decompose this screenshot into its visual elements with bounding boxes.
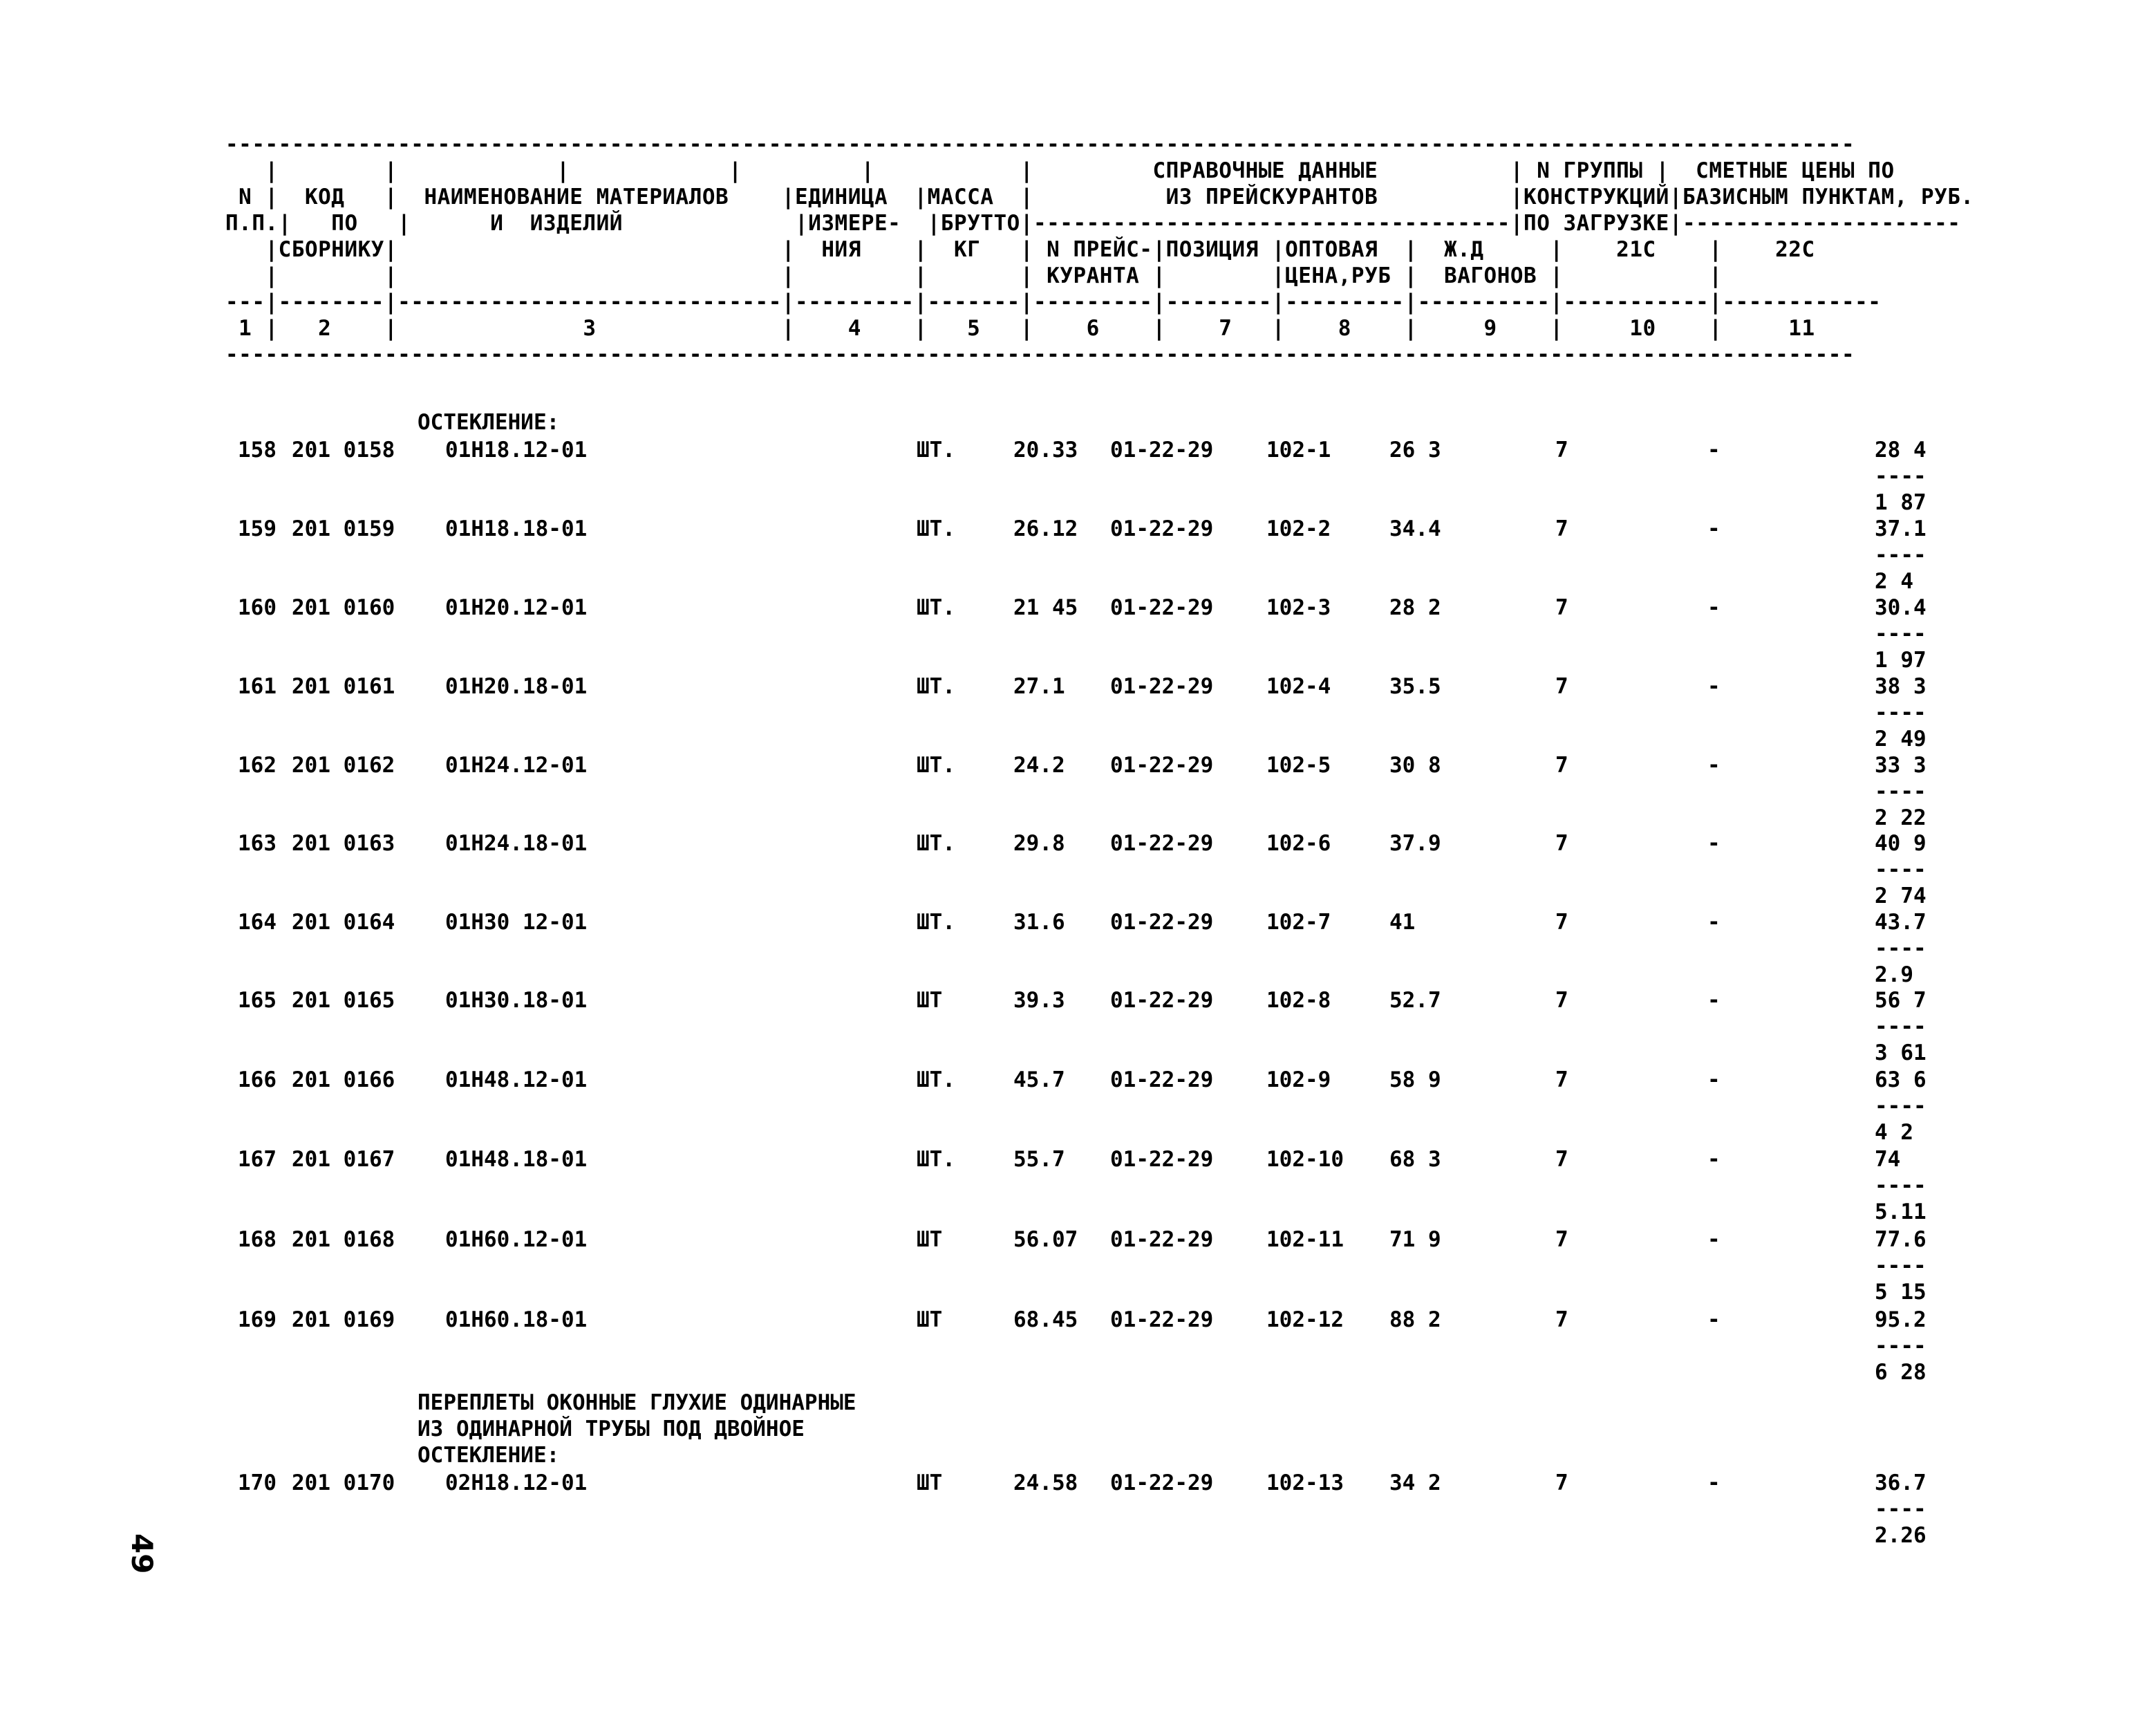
price-22c: 40 9 bbox=[1875, 831, 1927, 856]
gross-mass: 45.7 bbox=[1013, 1067, 1065, 1092]
load-group: 7 bbox=[1555, 1227, 1568, 1252]
wholesale-price: 88 2 bbox=[1389, 1307, 1441, 1332]
price-21c: - bbox=[1707, 595, 1721, 620]
section-heading-line: ПЕРЕПЛЕТЫ ОКОННЫЕ ГЛУХИЕ ОДИНАРНЫЕ bbox=[418, 1390, 856, 1415]
item-name: 01Н24.12-01 bbox=[445, 753, 588, 778]
collection-code: 201 0167 bbox=[292, 1147, 395, 1172]
price-21c: - bbox=[1707, 1227, 1721, 1252]
fraction-divider: ---- bbox=[1875, 622, 1927, 646]
price-22c: 38 3 bbox=[1875, 674, 1927, 699]
load-group: 7 bbox=[1555, 1147, 1568, 1172]
price-22c-denominator: 3 61 bbox=[1875, 1040, 1927, 1065]
price-22c-denominator: 5 15 bbox=[1875, 1280, 1927, 1305]
item-name: 01Н30 12-01 bbox=[445, 910, 588, 935]
price-21c: - bbox=[1707, 1067, 1721, 1092]
section-heading: ОСТЕКЛЕНИЕ: bbox=[418, 410, 560, 435]
collection-code: 201 0166 bbox=[292, 1067, 395, 1092]
price-21c: - bbox=[1707, 910, 1721, 935]
fraction-divider: ---- bbox=[1875, 779, 1927, 804]
row-number: 170 bbox=[238, 1470, 276, 1495]
price-22c-denominator: 2 4 bbox=[1875, 569, 1913, 594]
pricelist-number: 01-22-29 bbox=[1110, 1227, 1214, 1252]
pricelist-number: 01-22-29 bbox=[1110, 674, 1214, 699]
pricelist-position: 102-9 bbox=[1266, 1067, 1331, 1092]
item-name: 01Н30.18-01 bbox=[445, 988, 588, 1013]
pricelist-number: 01-22-29 bbox=[1110, 1147, 1214, 1172]
unit-of-measure: ШТ bbox=[917, 1470, 943, 1495]
collection-code: 201 0163 bbox=[292, 831, 395, 856]
unit-of-measure: ШТ. bbox=[917, 595, 955, 620]
price-21c: - bbox=[1707, 1147, 1721, 1172]
gross-mass: 24.58 bbox=[1013, 1470, 1078, 1495]
fraction-divider: ---- bbox=[1875, 857, 1927, 882]
unit-of-measure: ШТ bbox=[917, 1307, 943, 1332]
price-21c: - bbox=[1707, 674, 1721, 699]
item-name: 01Н18.18-01 bbox=[445, 516, 588, 541]
load-group: 7 bbox=[1555, 831, 1568, 856]
collection-code: 201 0162 bbox=[292, 753, 395, 778]
price-22c: 77.6 bbox=[1875, 1227, 1927, 1252]
price-22c: 56 7 bbox=[1875, 988, 1927, 1013]
price-22c: 30.4 bbox=[1875, 595, 1927, 620]
pricelist-position: 102-3 bbox=[1266, 595, 1331, 620]
pricelist-position: 102-13 bbox=[1266, 1470, 1344, 1495]
price-22c: 37.1 bbox=[1875, 516, 1927, 541]
gross-mass: 26.12 bbox=[1013, 516, 1078, 541]
pricelist-number: 01-22-29 bbox=[1110, 988, 1214, 1013]
pricelist-position: 102-2 bbox=[1266, 516, 1331, 541]
price-21c: - bbox=[1707, 1470, 1721, 1495]
wholesale-price: 26 3 bbox=[1389, 438, 1441, 463]
row-number: 160 bbox=[238, 595, 276, 620]
unit-of-measure: ШТ. bbox=[917, 831, 955, 856]
price-22c: 43.7 bbox=[1875, 910, 1927, 935]
price-22c-denominator: 5.11 bbox=[1875, 1199, 1927, 1224]
row-number: 159 bbox=[238, 516, 276, 541]
pricelist-number: 01-22-29 bbox=[1110, 1067, 1214, 1092]
collection-code: 201 0165 bbox=[292, 988, 395, 1013]
pricelist-number: 01-22-29 bbox=[1110, 438, 1214, 463]
row-number: 165 bbox=[238, 988, 276, 1013]
load-group: 7 bbox=[1555, 438, 1568, 463]
unit-of-measure: ШТ. bbox=[917, 674, 955, 699]
item-name: 01Н60.12-01 bbox=[445, 1227, 588, 1252]
load-group: 7 bbox=[1555, 595, 1568, 620]
fraction-divider: ---- bbox=[1875, 1094, 1927, 1119]
pricelist-number: 01-22-29 bbox=[1110, 1470, 1214, 1495]
wholesale-price: 30 8 bbox=[1389, 753, 1441, 778]
gross-mass: 39.3 bbox=[1013, 988, 1065, 1013]
wholesale-price: 58 9 bbox=[1389, 1067, 1441, 1092]
gross-mass: 31.6 bbox=[1013, 910, 1065, 935]
load-group: 7 bbox=[1555, 674, 1568, 699]
collection-code: 201 0169 bbox=[292, 1307, 395, 1332]
price-22c: 63 6 bbox=[1875, 1067, 1927, 1092]
collection-code: 201 0160 bbox=[292, 595, 395, 620]
wholesale-price: 34.4 bbox=[1389, 516, 1441, 541]
load-group: 7 bbox=[1555, 753, 1568, 778]
price-22c-denominator: 4 2 bbox=[1875, 1120, 1913, 1145]
pricelist-position: 102-11 bbox=[1266, 1227, 1344, 1252]
load-group: 7 bbox=[1555, 1470, 1568, 1495]
pricelist-position: 102-12 bbox=[1266, 1307, 1344, 1332]
price-22c: 74 bbox=[1875, 1147, 1901, 1172]
load-group: 7 bbox=[1555, 1067, 1568, 1092]
wholesale-price: 68 3 bbox=[1389, 1147, 1441, 1172]
gross-mass: 55.7 bbox=[1013, 1147, 1065, 1172]
price-22c: 28 4 bbox=[1875, 438, 1927, 463]
gross-mass: 29.8 bbox=[1013, 831, 1065, 856]
price-22c-denominator: 2 49 bbox=[1875, 727, 1927, 751]
load-group: 7 bbox=[1555, 988, 1568, 1013]
row-number: 161 bbox=[238, 674, 276, 699]
pricelist-number: 01-22-29 bbox=[1110, 831, 1214, 856]
gross-mass: 27.1 bbox=[1013, 674, 1065, 699]
unit-of-measure: ШТ. bbox=[917, 753, 955, 778]
section-heading-line: ИЗ ОДИНАРНОЙ ТРУБЫ ПОД ДВОЙНОЕ bbox=[418, 1417, 805, 1441]
collection-code: 201 0170 bbox=[292, 1470, 395, 1495]
load-group: 7 bbox=[1555, 1307, 1568, 1332]
unit-of-measure: ШТ. bbox=[917, 438, 955, 463]
price-22c-denominator: 2 22 bbox=[1875, 805, 1927, 830]
pricelist-position: 102-10 bbox=[1266, 1147, 1344, 1172]
load-group: 7 bbox=[1555, 516, 1568, 541]
pricelist-position: 102-7 bbox=[1266, 910, 1331, 935]
unit-of-measure: ШТ. bbox=[917, 910, 955, 935]
price-21c: - bbox=[1707, 1307, 1721, 1332]
pricelist-position: 102-6 bbox=[1266, 831, 1331, 856]
gross-mass: 56.07 bbox=[1013, 1227, 1078, 1252]
unit-of-measure: ШТ. bbox=[917, 1147, 955, 1172]
row-number: 162 bbox=[238, 753, 276, 778]
gross-mass: 20.33 bbox=[1013, 438, 1078, 463]
price-22c-denominator: 2.9 bbox=[1875, 962, 1913, 987]
price-21c: - bbox=[1707, 988, 1721, 1013]
fraction-divider: ---- bbox=[1875, 936, 1927, 961]
collection-code: 201 0168 bbox=[292, 1227, 395, 1252]
pricelist-number: 01-22-29 bbox=[1110, 516, 1214, 541]
price-22c-denominator: 2.26 bbox=[1875, 1523, 1927, 1548]
gross-mass: 68.45 bbox=[1013, 1307, 1078, 1332]
wholesale-price: 37.9 bbox=[1389, 831, 1441, 856]
price-21c: - bbox=[1707, 831, 1721, 856]
collection-code: 201 0158 bbox=[292, 438, 395, 463]
row-number: 168 bbox=[238, 1227, 276, 1252]
load-group: 7 bbox=[1555, 910, 1568, 935]
table-header: --------------------------------------------------------------------------------------------------------------------------- | | | | | | СПРАВОЧНЫЕ ДАННЫЕ | N ГРУППЫ | СМЕТНЫЕ ЦЕНЫ ПО N | КОД | НАИМЕНОВАНИЕ МАТЕРИАЛОВ |ЕДИНИЦА |МАССА | ИЗ ПРЕЙСКУРАНТОВ |КОНСТРУКЦИЙ|БАЗИСНЫМ ПУНКТАМ, РУБ. П.П.| ПО | И ИЗДЕЛИЙ |ИЗМЕРЕ- |БРУТТО|------------------------------------|ПО ЗАГРУЗКЕ|--------------------- |СБОРНИКУ| | НИЯ | КГ | N ПРЕЙС-|ПОЗИЦИЯ |ОПТОВАЯ | Ж.Д | 21С | 22С | | | | | КУРАНТА | |ЦЕНА,РУБ | ВАГОНОВ | | ---|--------|-----------------------------|---------|-------|---------|--------|---------|----------|-----------|------------ 1 | 2 | 3 | 4 | 5 | 6 | 7 | 8 | 9 | 10 | 11 --------------------------------------------------------------------------------------------------------------------------- bbox=[225, 132, 1974, 367]
price-22c-denominator: 2 74 bbox=[1875, 884, 1927, 908]
row-number: 169 bbox=[238, 1307, 276, 1332]
item-name: 02Н18.12-01 bbox=[445, 1470, 588, 1495]
pricelist-position: 102-1 bbox=[1266, 438, 1331, 463]
pricelist-position: 102-4 bbox=[1266, 674, 1331, 699]
price-22c: 95.2 bbox=[1875, 1307, 1927, 1332]
fraction-divider: ---- bbox=[1875, 464, 1927, 489]
price-22c-denominator: 1 87 bbox=[1875, 490, 1927, 515]
pricelist-position: 102-5 bbox=[1266, 753, 1331, 778]
pricelist-number: 01-22-29 bbox=[1110, 1307, 1214, 1332]
row-number: 167 bbox=[238, 1147, 276, 1172]
wholesale-price: 52.7 bbox=[1389, 988, 1441, 1013]
unit-of-measure: ШТ bbox=[917, 1227, 943, 1252]
gross-mass: 21 45 bbox=[1013, 595, 1078, 620]
price-22c-denominator: 6 28 bbox=[1875, 1360, 1927, 1385]
fraction-divider: ---- bbox=[1875, 1173, 1927, 1198]
row-number: 163 bbox=[238, 831, 276, 856]
wholesale-price: 41 bbox=[1389, 910, 1416, 935]
unit-of-measure: ШТ bbox=[917, 988, 943, 1013]
item-name: 01Н20.12-01 bbox=[445, 595, 588, 620]
pricelist-number: 01-22-29 bbox=[1110, 595, 1214, 620]
fraction-divider: ---- bbox=[1875, 543, 1927, 568]
collection-code: 201 0159 bbox=[292, 516, 395, 541]
fraction-divider: ---- bbox=[1875, 1253, 1927, 1278]
fraction-divider: ---- bbox=[1875, 1334, 1927, 1358]
pricelist-position: 102-8 bbox=[1266, 988, 1331, 1013]
wholesale-price: 35.5 bbox=[1389, 674, 1441, 699]
pricelist-number: 01-22-29 bbox=[1110, 753, 1214, 778]
gross-mass: 24.2 bbox=[1013, 753, 1065, 778]
price-21c: - bbox=[1707, 516, 1721, 541]
pricelist-number: 01-22-29 bbox=[1110, 910, 1214, 935]
collection-code: 201 0161 bbox=[292, 674, 395, 699]
unit-of-measure: ШТ. bbox=[917, 516, 955, 541]
price-21c: - bbox=[1707, 753, 1721, 778]
fraction-divider: ---- bbox=[1875, 1014, 1927, 1039]
item-name: 01Н48.12-01 bbox=[445, 1067, 588, 1092]
price-22c-denominator: 1 97 bbox=[1875, 648, 1927, 673]
wholesale-price: 34 2 bbox=[1389, 1470, 1441, 1495]
row-number: 166 bbox=[238, 1067, 276, 1092]
row-number: 158 bbox=[238, 438, 276, 463]
fraction-divider: ---- bbox=[1875, 700, 1927, 725]
price-22c: 33 3 bbox=[1875, 753, 1927, 778]
item-name: 01Н60.18-01 bbox=[445, 1307, 588, 1332]
unit-of-measure: ШТ. bbox=[917, 1067, 955, 1092]
item-name: 01Н20.18-01 bbox=[445, 674, 588, 699]
fraction-divider: ---- bbox=[1875, 1497, 1927, 1522]
item-name: 01Н18.12-01 bbox=[445, 438, 588, 463]
row-number: 164 bbox=[238, 910, 276, 935]
section-heading-line: ОСТЕКЛЕНИЕ: bbox=[418, 1443, 560, 1468]
price-21c: - bbox=[1707, 438, 1721, 463]
item-name: 01Н24.18-01 bbox=[445, 831, 588, 856]
item-name: 01Н48.18-01 bbox=[445, 1147, 588, 1172]
page-number: 49 bbox=[125, 1533, 159, 1574]
wholesale-price: 71 9 bbox=[1389, 1227, 1441, 1252]
price-22c: 36.7 bbox=[1875, 1470, 1927, 1495]
collection-code: 201 0164 bbox=[292, 910, 395, 935]
wholesale-price: 28 2 bbox=[1389, 595, 1441, 620]
